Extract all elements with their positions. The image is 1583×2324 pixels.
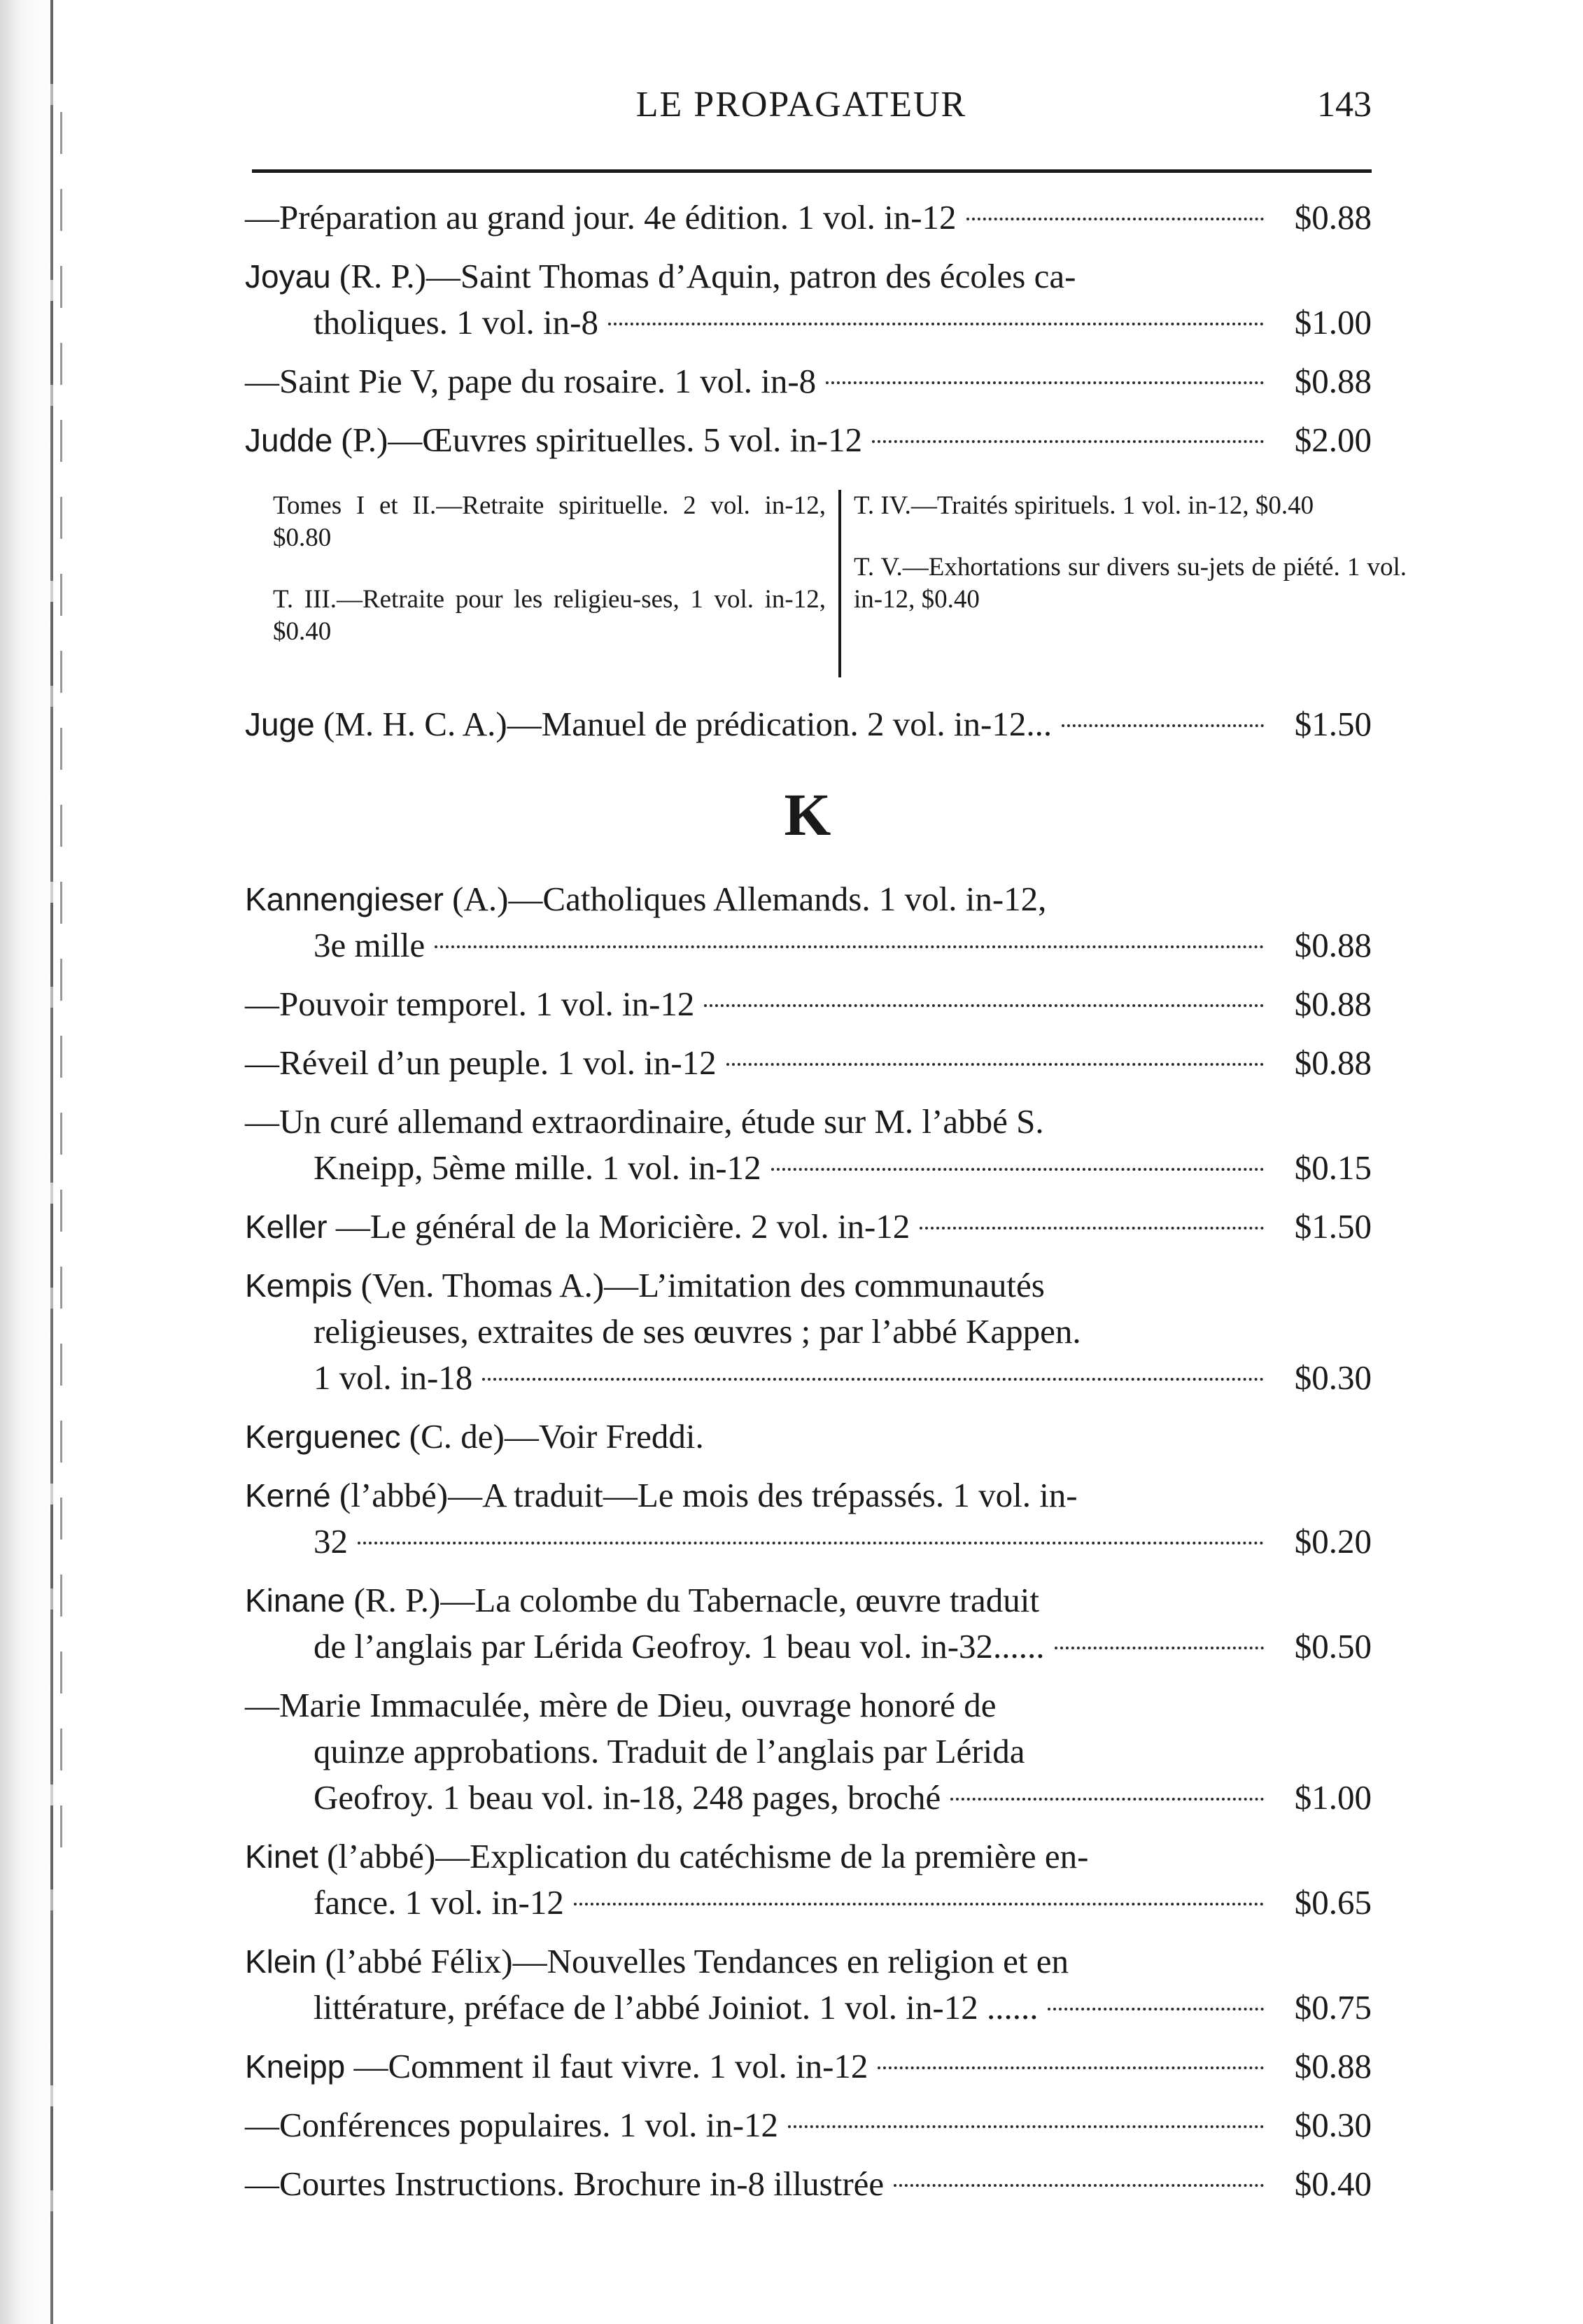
binding-edge-line-inner: [60, 112, 62, 1861]
entry-text: —Marie Immaculée, mère de Dieu, ouvrage honoré de: [245, 1686, 997, 1724]
entry-line: [245, 300, 1372, 346]
catalog-entry: [245, 981, 1372, 1027]
dot-leader: [894, 2184, 1264, 2187]
dot-leader: [788, 2125, 1264, 2128]
entry-line: [245, 1775, 1372, 1821]
catalog-entry: [245, 1099, 1372, 1191]
entry-text: —Comment il faut vivre. 1 vol. in-12: [353, 2047, 868, 2085]
header-rule: [252, 169, 1372, 173]
entry-line: [245, 1833, 1372, 1880]
entry-price: $0.88: [1294, 1043, 1372, 1082]
entry-line: [245, 1938, 1372, 1985]
entry-text: (A.)—Catholiques Allemands. 1 vol. in-12,: [452, 880, 1047, 918]
catalog-entry: [245, 1204, 1372, 1250]
entry-text: —Courtes Instructions. Brochure in-8 illustrée: [245, 2164, 885, 2203]
column-divider: [838, 490, 841, 677]
entry-price: $0.88: [1294, 198, 1372, 237]
entry-text: quinze approbations. Traduit de l’anglais par Lérida: [314, 1732, 1025, 1770]
volume-note: T. V.—Exhortations sur divers su-jets de piété. 1 vol. in-12, $0.40: [854, 553, 1407, 614]
entry-line: [245, 1985, 1372, 2031]
entry-text: (C. de)—Voir Freddi.: [409, 1417, 704, 1456]
catalog-entry: [245, 195, 1372, 241]
running-title: LE PROPAGATEUR: [635, 85, 967, 125]
entry-line: [245, 1040, 1372, 1086]
entries-k: [245, 876, 1372, 2207]
dot-leader: [771, 1168, 1264, 1171]
catalog-entry: [245, 1262, 1372, 1401]
catalog-entry: [245, 1414, 1372, 1460]
dot-leader: [878, 2066, 1264, 2069]
entry-price: $0.30: [1294, 2106, 1372, 2144]
entry-text: (l’abbé)—A traduit—Le mois des trépassés. 1 vol. in-: [339, 1476, 1078, 1514]
volume-notes-right: [854, 490, 1407, 677]
entry-price: $0.20: [1294, 1522, 1372, 1561]
entry-line: [245, 1262, 1372, 1309]
entry-text: 3e mille: [314, 926, 425, 964]
dot-leader: [966, 218, 1264, 220]
catalog-entry: [245, 2102, 1372, 2148]
catalog-entry: [245, 1040, 1372, 1086]
catalog-page: [231, 0, 1407, 2324]
entry-text: (l’abbé Félix)—Nouvelles Tendances en religion et en: [325, 1942, 1069, 1980]
binding-edge-line: [50, 0, 53, 2324]
entry-price: $1.00: [1294, 303, 1372, 341]
entry-line: [245, 1624, 1372, 1670]
catalog-entry: [245, 2043, 1372, 2090]
entry-juge: [245, 701, 1372, 747]
entry-line: [245, 1414, 1372, 1460]
volume-notes: [273, 490, 1407, 677]
entry-text: —Conférences populaires. 1 vol. in-12: [245, 2106, 779, 2144]
dot-leader: [726, 1063, 1264, 1066]
entry-line: [245, 1355, 1372, 1401]
entry-author: Kempis: [245, 1267, 353, 1304]
catalog-entry: [245, 2161, 1372, 2207]
page-number: 143: [1317, 85, 1372, 125]
entry-price: $0.15: [1294, 1148, 1372, 1187]
entry-line: [245, 2102, 1372, 2148]
entry-text: religieuses, extraites de ses œuvres ; par l’abbé Kappen.: [314, 1312, 1081, 1351]
dot-leader: [608, 323, 1264, 325]
catalog-entry: [245, 1833, 1372, 1926]
entry-price: $0.30: [1294, 1358, 1372, 1397]
catalog-entry: [245, 1682, 1372, 1821]
entry-price: $1.50: [1294, 1207, 1372, 1246]
volume-note: T. IV.—Traités spirituels. 1 vol. in-12, $0.40: [854, 491, 1314, 520]
catalog-entry: [245, 1577, 1372, 1670]
entry-text: (M. H. C. A.)—Manuel de prédication. 2 vol. in-12...: [323, 705, 1053, 743]
entry-price: $0.88: [1294, 362, 1372, 400]
entry-line: [245, 253, 1372, 300]
entry-price: $1.50: [1294, 705, 1372, 743]
catalog-entry: [245, 1472, 1372, 1565]
entry-line: [245, 417, 1372, 463]
entry-text: (P.)—Œuvres spirituelles. 5 vol. in-12: [341, 421, 863, 459]
entry-line: [245, 358, 1372, 404]
entry-price: $0.50: [1294, 1627, 1372, 1665]
entries-before-notes: [245, 195, 1372, 463]
dot-leader: [826, 381, 1264, 384]
entry-text: —Saint Pie V, pape du rosaire. 1 vol. in-8: [245, 362, 817, 400]
entry-line: [245, 2161, 1372, 2207]
dot-leader: [482, 1378, 1264, 1381]
dot-leader: [1062, 724, 1264, 727]
entry-text: Geofroy. 1 beau vol. in-18, 248 pages, broché: [314, 1778, 941, 1817]
section-letter: K: [784, 781, 833, 848]
entry-line: [245, 1880, 1372, 1926]
entry-author: Juge: [245, 706, 315, 742]
dot-leader: [950, 1798, 1264, 1801]
running-head: [231, 78, 1372, 134]
entry-line: [245, 1728, 1372, 1775]
entry-text: tholiques. 1 vol. in-8: [314, 303, 598, 341]
entry-author: Kannengieser: [245, 881, 444, 917]
entry-text: Kneipp, 5ème mille. 1 vol. in-12: [314, 1148, 761, 1187]
entry-author: Kneipp: [245, 2048, 346, 2085]
entry-line: [245, 922, 1372, 969]
dot-leader: [872, 440, 1264, 443]
entry-text: fance. 1 vol. in-12: [314, 1883, 564, 1922]
entry-price: $0.88: [1294, 985, 1372, 1023]
entry-line: [245, 195, 1372, 241]
entry-author: Klein: [245, 1943, 317, 1980]
volume-notes-left: [273, 490, 826, 677]
entry-line: [245, 981, 1372, 1027]
entry-price: $0.65: [1294, 1883, 1372, 1922]
entry-author: Kinane: [245, 1582, 346, 1619]
entry-text: —Préparation au grand jour. 4e édition. 1 vol. in-12: [245, 198, 957, 237]
entry-author: Keller: [245, 1209, 328, 1245]
dot-leader: [574, 1903, 1264, 1906]
entry-line: [245, 701, 1372, 747]
entry-text: (Ven. Thomas A.)—L’imitation des communautés: [360, 1266, 1045, 1304]
catalog-entry: [245, 253, 1372, 346]
entry-text: (R. P.)—La colombe du Tabernacle, œuvre traduit: [353, 1581, 1039, 1619]
entry-line: [245, 1682, 1372, 1728]
dot-leader: [1048, 2008, 1264, 2010]
entry-text: —Réveil d’un peuple. 1 vol. in-12: [245, 1043, 717, 1082]
dot-leader: [704, 1004, 1264, 1007]
binding-shadow: [0, 0, 94, 2324]
entry-text: (l’abbé)—Explication du catéchisme de la première en-: [327, 1837, 1089, 1875]
entry-price: $0.40: [1294, 2164, 1372, 2203]
entry-author: Judde: [245, 422, 333, 458]
entry-author: Kerné: [245, 1477, 331, 1514]
catalog-entry: [245, 417, 1372, 463]
entry-text: —Un curé allemand extraordinaire, étude sur M. l’abbé S.: [245, 1102, 1044, 1141]
entry-text: 1 vol. in-18: [314, 1358, 473, 1397]
catalog-entries: [245, 195, 1407, 2220]
entry-line: [245, 1519, 1372, 1565]
entry-text: —Pouvoir temporel. 1 vol. in-12: [245, 985, 695, 1023]
entry-price: $2.00: [1294, 421, 1372, 459]
volume-note: T. III.—Retraite pour les religieu-ses, 1 vol. in-12, $0.40: [273, 585, 826, 646]
catalog-entry: [245, 1938, 1372, 2031]
entry-line: [245, 876, 1372, 922]
entry-author: Kerguenec: [245, 1418, 401, 1455]
entry-line: [245, 1204, 1372, 1250]
entry-price: $1.00: [1294, 1778, 1372, 1817]
dot-leader: [1055, 1647, 1264, 1649]
entry-text: littérature, préface de l’abbé Joiniot. 1 vol. in-12 ......: [314, 1988, 1039, 2027]
entry-text: —Le général de la Moricière. 2 vol. in-12: [335, 1207, 910, 1246]
entry-text: de l’anglais par Lérida Geofroy. 1 beau vol. in-32......: [314, 1627, 1045, 1665]
entry-line: [245, 1472, 1372, 1519]
dot-leader: [920, 1227, 1264, 1230]
entry-text: 32: [314, 1522, 348, 1561]
entry-line: [245, 1309, 1372, 1355]
dot-leader: [358, 1542, 1264, 1544]
entry-author: Joyau: [245, 258, 331, 295]
volume-note: Tomes I et II.—Retraite spirituelle. 2 vol. in-12, $0.80: [273, 491, 826, 552]
entry-line: [245, 1145, 1372, 1191]
entry-text: (R. P.)—Saint Thomas d’Aquin, patron des écoles ca-: [339, 257, 1076, 295]
entry-price: $0.75: [1294, 1988, 1372, 2027]
entry-line: [245, 1577, 1372, 1624]
dot-leader: [435, 945, 1264, 948]
catalog-entry: [245, 358, 1372, 404]
entry-author: Kinet: [245, 1838, 318, 1875]
entry-price: $0.88: [1294, 926, 1372, 964]
entry-price: $0.88: [1294, 2047, 1372, 2085]
catalog-entry: [245, 876, 1372, 969]
entry-line: [245, 1099, 1372, 1145]
catalog-entry: [245, 701, 1372, 747]
entry-line: [245, 2043, 1372, 2090]
